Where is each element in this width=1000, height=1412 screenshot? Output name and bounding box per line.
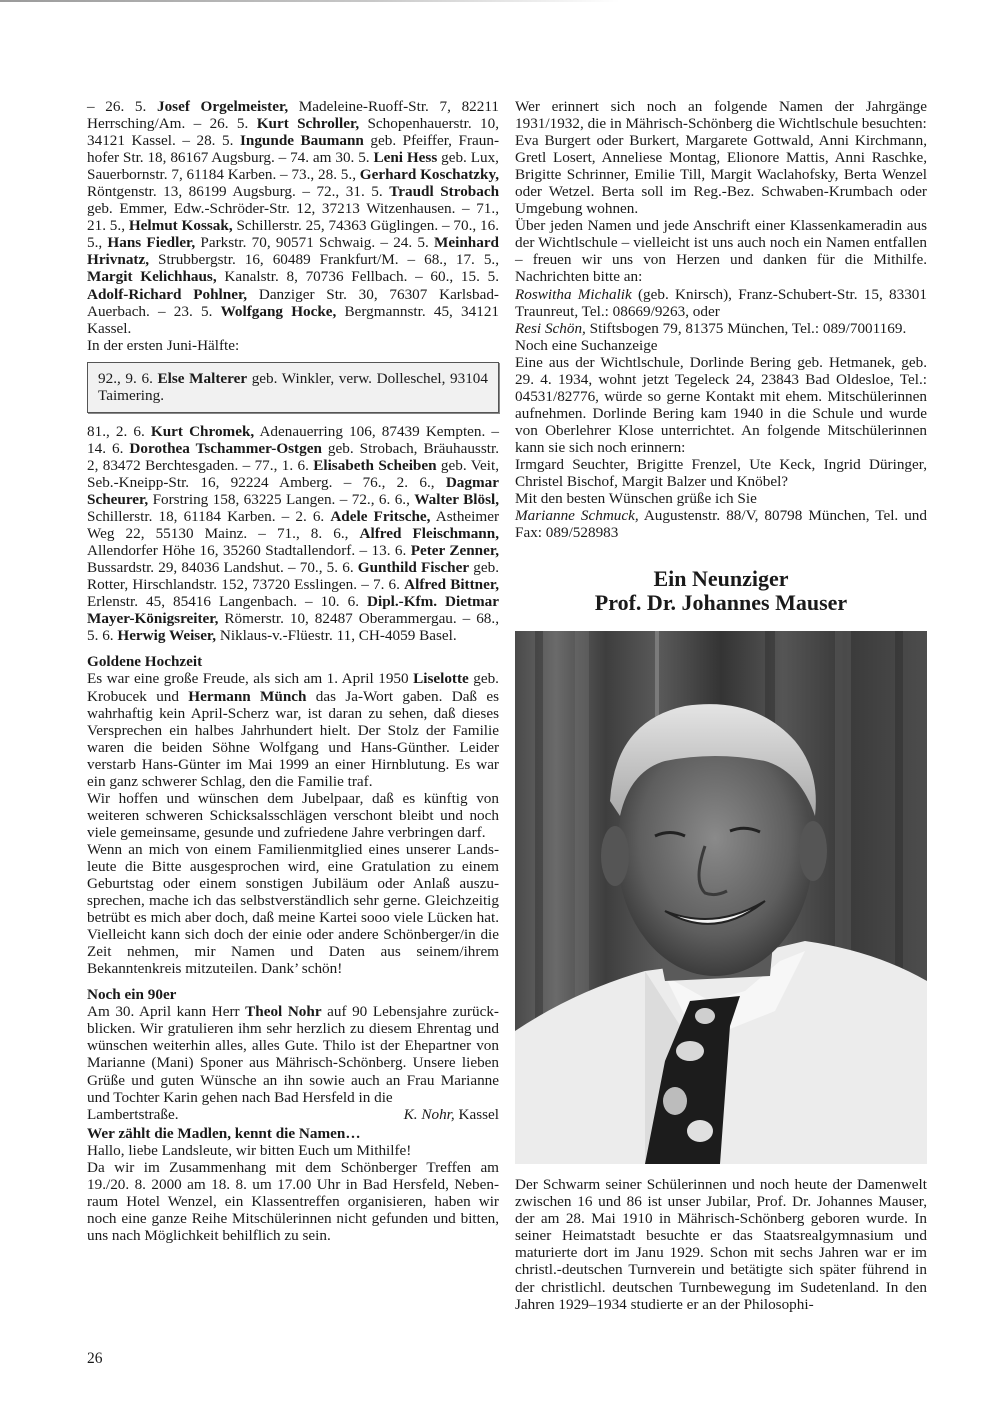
portrait-photo: [515, 631, 927, 1164]
person-name: Margit Kelichhaus,: [87, 268, 217, 286]
birthday-entry: – 71., 8. 6., Alfred Fleischmann, Allendorfer Höhe 16, 35260 Stadtallendorf.: [87, 525, 499, 560]
article-title-line-1: Ein Neunziger: [653, 566, 789, 592]
birthday-entry: – 26. 5. Josef Orgelmeister, Madeleine-Ruoff-Str. 7, 82211 Herrsching/Am.: [87, 98, 499, 133]
person-name: Adolf-Richard Pohlner,: [87, 285, 248, 303]
person-name: Dagmar Scheurer,: [87, 473, 499, 508]
birthday-entry: – 68., 5. 6. Herwig Weiser, Niklaus-v.-Flüestr. 11, CH-4059 Basel.: [87, 610, 499, 645]
box-date: 92., 9. 6.: [98, 369, 158, 387]
person-name: Traudl Strobach: [389, 183, 500, 201]
name-liselotte: Liselotte: [413, 670, 469, 688]
birthday-entry: – 77., 1. 6. Elisabeth Scheiben geb. Veit, Seb.-Kneipp-Str. 16, 92224 Amberg.: [87, 456, 500, 491]
person-name: Alfred Fleischmann,: [359, 525, 499, 543]
highlight-box: [87, 362, 499, 413]
gold-paragraph-3: Wenn an mich von einem Familienmitglied eines unserer Landsleute die Bitte ausgesprochen wird, eine Gratulation zu einem Geburtstag oder einem sonstigen Jubiläum oder Anlaß auszusprechen, mache ich das selbstverständlich sehr gerne. Gleichzeitig betrübt es mich aber doch, daß meine Kartei sooo viele Lücken hat. Vielleicht kann sich doch der einie oder andere Schönberger/in die Zeit nehmen, mir Namen und Daten aus seinem/ihrem Bekanntenkreis mitzuteilen. Dank’ schön!: [87, 840, 499, 978]
birthday-entry: – 10. 6. Dipl.-Kfm. Dietmar Mayer-Königsreiter, Römerstr. 10, 82487 Oberammergau.: [87, 593, 500, 628]
person-name: Elisabeth Scheiben: [313, 456, 437, 474]
ninety-signature-line: [87, 1106, 499, 1123]
person-name: Gerhard Koschatzky,: [359, 166, 499, 184]
birthday-entry: – 73., 28. 5., Gerhard Koschatzky, Röntgenstr. 13, 86199 Augsburg.: [87, 166, 499, 201]
scan-edge: [0, 0, 620, 2]
birthday-entry: – 70., 5. 6. Gunthild Fischer geb. Rotter, Hirschlandstr. 152, 73720 Esslingen.: [87, 559, 499, 594]
june-intro: In der ersten Juni-Hälfte:: [87, 336, 240, 354]
birthday-entry: – 14. 6. Dorothea Tschammer-Ostgen geb. Strobach, Bräuhausstr. 2, 83472 Berchtesgaden.: [87, 422, 500, 474]
signature-schmuck: Marianne Schmuck, Augustenstr. 88/V, 80798 München, Tel. und Fax: 089/528983: [515, 507, 927, 542]
person-name: Leni Hess: [373, 149, 438, 167]
person-name: Helmut Kossak,: [128, 217, 233, 235]
heading-madlen: Wer zählt die Madlen, kennt die Namen…: [87, 1124, 361, 1142]
greeting: Mit den besten Wünschen grüße ich Sie: [515, 490, 757, 508]
birthday-entry: – 71., 21. 5., Helmut Kossak, Schillerstr. 25, 74363 Güglingen.: [87, 200, 499, 235]
person-name: Kurt Schroller,: [256, 115, 360, 133]
person-name: Herwig Weiser,: [117, 627, 217, 645]
person-name: Walter Blösl,: [414, 490, 499, 508]
birthday-entry: – 72., 31. 5. Traudl Strobach geb. Emmer, Edw.-Schröder-Str. 12, 37213 Witzenhausen.: [87, 183, 500, 218]
birthday-entry: – 24. 5. Meinhard Hrivnatz, Strubbergstr. 16, 60489 Frankfurt/M.: [87, 234, 500, 269]
page-number: 26: [87, 1350, 103, 1367]
contact-michalik: Roswitha Michalik (geb. Knirsch), Franz-Schubert-Str. 15, 83301 Traunreut, Tel.: 08669/9263, oder: [515, 285, 927, 320]
name-theol-nohr: Theol Nohr: [245, 1003, 322, 1021]
person-name: Ingunde Baumann: [239, 132, 364, 150]
birthday-entry: – 74. am 30. 5. Leni Hess geb. Lux, Sauerbornstr. 7, 61184 Karben.: [87, 149, 499, 184]
contact-schoen: Resi Schön, Stiftsbogen 79, 81375 München, Tel.: 089/7001169.: [515, 319, 907, 337]
person-name: Josef Orgelmeister,: [156, 98, 289, 115]
heading-goldene-hochzeit: Goldene Hochzeit: [87, 653, 203, 671]
person-name: Meinhard Hrivnatz,: [87, 234, 500, 269]
birthday-entry: – 23. 5. Wolfgang Hocke, Bergmannstr. 45, 34121 Kassel.: [87, 302, 500, 337]
birthday-entry: – 7. 6. Alfred Bittner, Erlenstr. 45, 85416 Langenbach.: [87, 576, 499, 611]
classmate-names: Irmgard Seuchter, Brigitte Frenzel, Ute Keck, Ingrid Düringer, Christel Bischof, Margit Balzer und Knöbel?: [515, 455, 927, 491]
person-name: Gunthild Fischer: [357, 559, 470, 577]
birthday-entry: 81., 2. 6. Kurt Chromek, Adenauerring 106, 87439 Kempten.: [87, 422, 486, 440]
right-paragraph-3: Über jeden Namen und jede Anschrift einer Klassenkameradin aus der Wichtlschule – vielleicht ist uns auch noch ein Namen entfallen – freuen wir uns von Herzen und danken für die Mithilfe. Nachrichten bitte an:: [515, 217, 927, 286]
birthday-entry: – 26. 5. Kurt Schroller, Schopenhauerstr. 10, 34121 Kassel.: [87, 115, 499, 150]
person-name: Wolfgang Hocke,: [220, 302, 337, 320]
box-name: Else Malterer: [157, 369, 248, 387]
ninety-paragraph: Am 30. April kann Herr Theol Nohr auf 90 Lebensjahre zurückblicken. Wir gratulieren ihm sehr herzlich zu diesem Ehrentag und wünschen weiterhin alles, alles Gute. Thilo ist der Ehepartner von Marianne (Mani) Sponer aus Mährisch-Schönberg. Unsere lieben Grüße und guten Wünsche an ihn sowie auch an Frau Marianne und Tochter Karin gehen nach Bad Hersfeld in die: [87, 1003, 499, 1106]
person-name: Dipl.-Kfm. Dietmar Mayer-Königsreiter,: [87, 593, 500, 628]
right-paragraph-names: Eva Burgert oder Burkert, Margarete Gottwald, Anni Kirchmann, Gretl Losert, Anneliese Montag, Elionore Mattis, Anni Raschke, Brigitte Schrinner, Emilie Till, Margit Waclahofsky, Berta Wenzel oder Wetzel. Berta soll im Reg.-Bez. Schwaben-Krumbach oder Umgebung wohnen.: [515, 132, 927, 218]
person-name: Hans Fiedler,: [107, 234, 196, 252]
person-name: Kurt Chromek,: [150, 422, 255, 440]
ninety-last-line: Lambertstraße.: [87, 1105, 179, 1123]
madlen-paragraph-1: Hallo, liebe Landsleute, wir bitten Euch um Mithilfe!: [87, 1141, 412, 1159]
portrait-illustration: [515, 631, 927, 1164]
birthday-entry: – 70., 16. 5., Hans Fiedler, Parkstr. 70, 90571 Schwaig.: [87, 217, 500, 252]
birthday-entry: – 60., 15. 5. Adolf-Richard Pohlner, Danziger Str. 30, 76307 Karlsbad-Auerbach.: [87, 268, 499, 320]
name-hermann-muench: Hermann Münch: [188, 687, 307, 705]
madlen-paragraph-2: Da wir im Zusammenhang mit dem Schönberger Treffen am 19./20. 8. 2000 am 18. 8. um 17.00 Uhr in Bad Hersfeld, Nebenraum Hotel Wenzel, ein Klassentreffen organisieren, haben wir noch eine ganze Reihe Mitschülerinnen nicht gefunden und bitten, uns nach Möglichkeit behilflich zu sein.: [87, 1158, 499, 1244]
person-name: Adele Fritsche,: [330, 508, 431, 526]
birthday-list-june: [87, 423, 499, 645]
birthday-entry: – 68., 17. 5., Margit Kelichhaus, Kanalstr. 8, 70736 Fellbach.: [87, 251, 500, 286]
photo-caption-text: Der Schwarm seiner Schülerinnen und noch heute der Damenwelt zwischen 16 und 86 ist unser Jubilar, Prof. Dr. Johannes Mauser, der am 28. Mai 1910 in Mährisch-Schönberg geboren wurde. In seiner Heimatstadt besuchte er das Staatsrealgymnasium und maturierte dort im Janu 1929. Schon mit sechs Jahren war er im christl.-deutschen Turnverein und betätigte sich später führend in der christlichl. deutschen Turnbewegung im Sudetenland. In den Jahren 1929–1934 studierte er an der Philosophi-: [515, 1176, 927, 1313]
birthday-list-may: [87, 98, 499, 337]
heading-noch-ein-90er: Noch ein 90er: [87, 986, 177, 1004]
birthday-entry: – 2. 6. Adele Fritsche, Astheimer Weg 22, 55130 Mainz.: [87, 508, 500, 543]
article-title: [515, 567, 927, 615]
person-name: Peter Zenner,: [410, 542, 500, 560]
person-name: Dorothea Tschammer-Ostgen: [129, 439, 322, 457]
suchanzeige-text: Eine aus der Wichtlschule, Dorlinde Bering geb. Hetmanek, geb. 29. 4. 1934, wohnt jetzt Tegeleck 24, 23843 Bad Oldesloe, Tel.: 04531/82776, würde so gerne Kontakt mit ehem. Mitschülerinnen aufnehmen. Dorlinde Bering kam 1940 in die Schule und wurde von Oberlehrer Klose unterrichtet. An folgende Mitschülerinnen kann sie sich noch erinnern:: [515, 353, 927, 456]
birthday-entry: – 72., 6. 6., Walter Blösl, Schillerstr. 18, 61184 Karben.: [87, 490, 499, 526]
suchanzeige-label: Noch eine Suchanzeige: [515, 336, 658, 354]
article-title-line-2: Prof. Dr. Johannes Mauser: [594, 590, 848, 616]
gold-paragraph-1: Es war eine große Freude, als sich am 1. April 1950 Liselotte geb. Krobucek und Hermann Münch das Ja-Wort gaben. Daß es wahrhaftig kein April-Scherz war, ist daran zu sehen, daß dieses Versprechen ein halbes Jahrhundert hielt. Der Stolz der Familie waren die beiden Söhne Wolfgang und Hans-Günther. Leider verstarb Hans-Günter im Mai 1999 an einer Hirnblutung. Es war ein ganz schwerer Schlag, den die Familie traf.: [87, 670, 499, 790]
birthday-entry: – 13. 6. Peter Zenner, Bussardstr. 29, 84036 Landshut.: [87, 542, 500, 577]
right-paragraph-1: Wer erinnert sich noch an folgende Namen der Jahrgänge 1931/1932, die in Mährisch-Schönberg die Wichtlschule besuchten:: [515, 98, 927, 133]
gold-paragraph-2: Wir hoffen und wünschen dem Jubelpaar, daß es künftig von weiteren schweren Schicksalsschlägen verschont bleibt und noch viele gemeinsame, gesunde und zufriedene Jahre verbringen darf.: [87, 789, 499, 841]
right-column: [515, 98, 927, 1313]
ninety-signature: K. Nohr, Kassel: [403, 1105, 499, 1123]
birthday-entry: – 76., 2. 6., Dagmar Scheurer, Forstring 158, 63225 Langen.: [87, 473, 499, 508]
left-column: [87, 98, 499, 1244]
box-address: geb. Winkler, verw. Dolleschel, 93104 Taimering.: [98, 369, 488, 404]
birthday-entry: – 28. 5. Ingunde Baumann geb. Pfeiffer, Fraunhofer Str. 18, 86167 Augsburg.: [87, 132, 500, 167]
person-name: Alfred Bittner,: [404, 576, 499, 594]
